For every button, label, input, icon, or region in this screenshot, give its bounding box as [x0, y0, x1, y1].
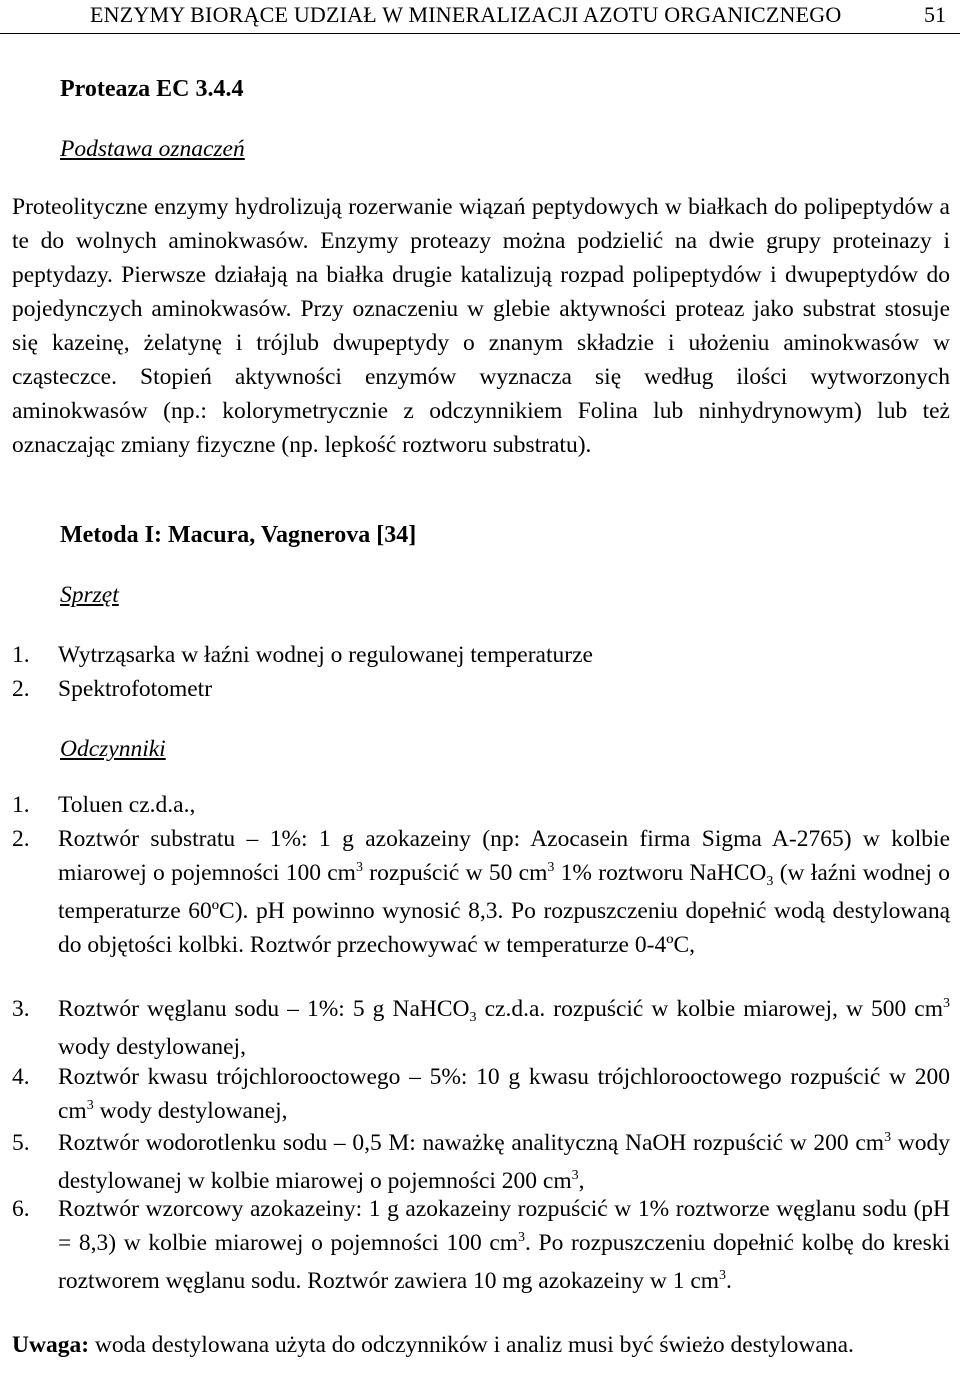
text-run: 1% roztworu NaHCO [554, 860, 767, 886]
text-run: (w łaźni wodnej o temperaturze 60ºC). pH powinno wynosić 8,3. Po rozpuszczeniu dopełnić wodą destylowaną do objętości kolbki. Roztwór przechowywać w temperaturze 0-4ºC, [58, 860, 950, 958]
text-run: cz.d.a. rozpuścić w kolbie miarowej, w 500 cm [476, 996, 943, 1022]
item-text [58, 1126, 950, 1202]
text-run: Roztwór węglanu sodu – 1%: 5 g NaHCO [58, 996, 470, 1022]
text-run: . Po rozpuszczeniu dopełnić kolbę do kreski roztworem węglanu sodu. Roztwór zawiera 10 mg azokazeiny w 1 cm [58, 1230, 951, 1294]
text-run: rozpuścić w 50 cm [362, 860, 548, 886]
superscript: 3 [355, 860, 363, 875]
subsection-basis: Podstawa oznaczeń [60, 136, 245, 162]
section-heading: Proteaza EC 3.4.4 [60, 76, 244, 102]
item-number: 1. [12, 642, 30, 668]
superscript: 3 [547, 860, 555, 875]
text-run: . [726, 1268, 732, 1294]
superscript: 3 [719, 1268, 727, 1283]
item-text: Spektrofotometr [58, 676, 213, 702]
note [12, 1328, 950, 1362]
item-number: 6. [12, 1196, 30, 1222]
superscript: 3 [571, 1168, 579, 1183]
item-number: 2. [12, 826, 30, 852]
text-run: wody destylowanej, [58, 1034, 246, 1060]
superscript: 3 [518, 1230, 526, 1245]
item-number: 1. [12, 792, 30, 818]
item-number: 5. [12, 1130, 30, 1156]
superscript: 3 [943, 996, 950, 1011]
item-text: Wytrząsarka w łaźni wodnej o regulowanej temperaturze [58, 642, 593, 668]
method-title: Metoda I: Macura, Vagnerova [34] [60, 522, 417, 548]
item-number: 2. [12, 676, 30, 702]
text-run: Roztwór substratu – 1%: 1 g azokazeiny (np: Azocasein firma Sigma A-2765) w kolbie miarowej o pojemności 100 cm [58, 826, 950, 886]
item-number: 3. [12, 996, 30, 1022]
superscript: 3 [884, 1130, 892, 1145]
subscript: 3 [469, 1010, 477, 1025]
note-text: woda destylowana użyta do odczynników i analiz musi być świeżo destylowana. [89, 1332, 854, 1358]
text-run: Roztwór kwasu trójchlorooctowego – 5%: 10 g kwasu trójchlorooctowego rozpuścić w 200 cm [58, 1064, 950, 1124]
item-text: Toluen cz.d.a., [58, 792, 196, 818]
text-run: , [578, 1168, 585, 1194]
superscript: 3 [86, 1098, 94, 1113]
intro-paragraph: Proteolityczne enzymy hydrolizują rozerwanie wiązań peptydowych w białkach do polipeptydów a te do wolnych aminokwasów. Enzymy proteazy można podzielić na dwie grupy proteinazy i peptydazy. Pierwsze działają na białka drugie katalizują rozpad polipeptydów i dwupeptydów do pojedynczych aminokwasów. Przy oznaczeniu w glebie aktywności proteaz jako substrat stosuje się kazeinę, żelatynę i trójlub dwupeptydy o znanym składzie i ułożeniu aminokwasów w cząsteczce. Stopień aktywności enzymów wyznacza się według ilości wytworzonych aminokwasów (np.: kolorymetrycznie z odczynnikiem Folina lub ninhydrynowym) lub też oznaczając zmiany fizyczne (np. lepkość roztworu substratu). [12, 194, 950, 458]
text-run: Roztwór wzorcowy azokazeiny: 1 g azokazeiny rozpuścić w 1% roztworze węglanu sodu (pH = 8,3) w kolbie miarowej o pojemności 100 cm [58, 1196, 950, 1256]
subsection-reagents: Odczynniki [60, 736, 166, 762]
page-number: 51 [924, 2, 946, 27]
item-text [58, 1192, 950, 1302]
item-number: 4. [12, 1064, 30, 1090]
running-title: ENZYMY BIORĄCE UDZIAŁ W MINERALIZACJI AZOTU ORGANICZNEGO [90, 2, 842, 27]
text-run: wody destylowanej, [93, 1098, 288, 1124]
text-run: wody destylowanej w kolbie miarowej o pojemności 200 cm [58, 1130, 950, 1194]
note-label: Uwaga: [12, 1332, 90, 1358]
item-text [58, 1060, 950, 1132]
text-run: Roztwór wodorotlenku sodu – 0,5 M: naważkę analityczną NaOH rozpuścić w 200 cm [58, 1130, 885, 1156]
item-text [58, 992, 950, 1064]
page-header [0, 0, 960, 34]
subscript: 3 [766, 874, 774, 889]
subsection-equipment: Sprzęt [60, 582, 119, 608]
item-text [58, 822, 950, 962]
